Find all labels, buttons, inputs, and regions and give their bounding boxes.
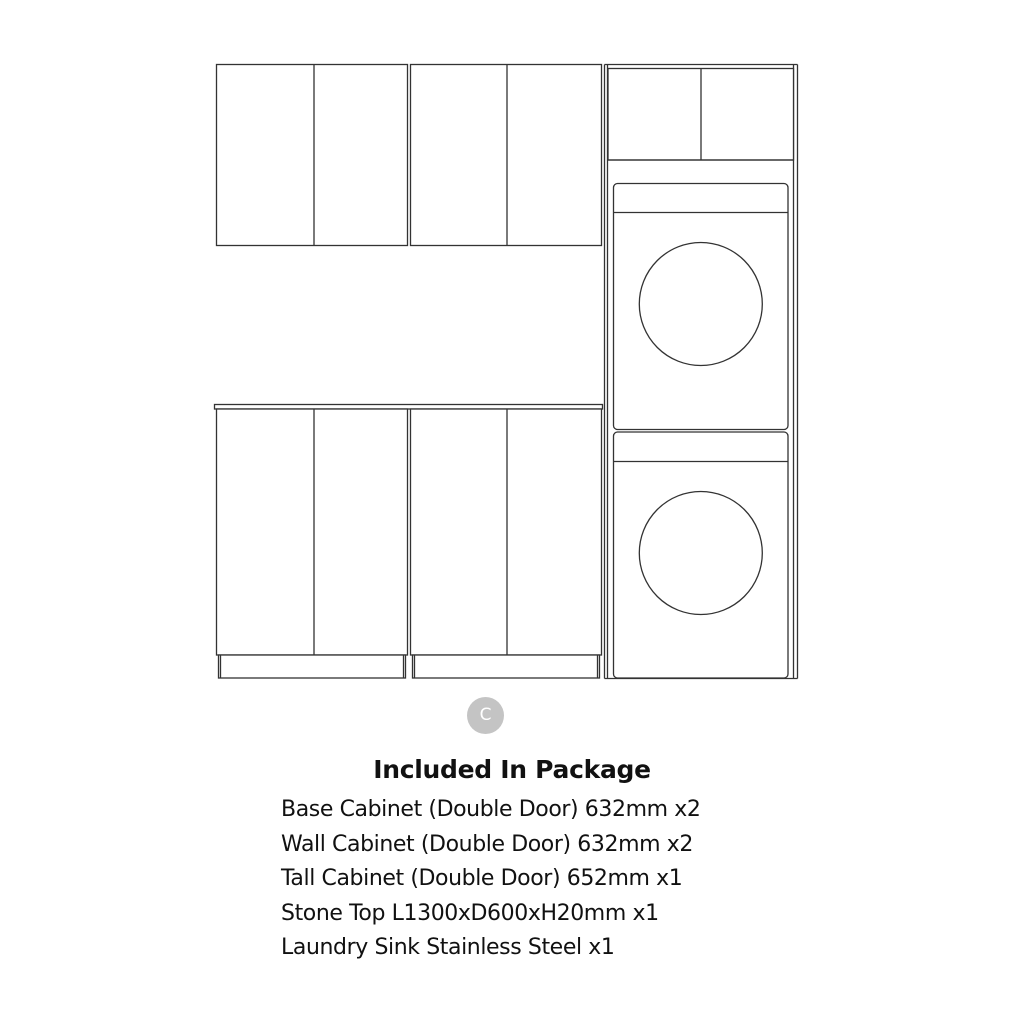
package-item: Laundry Sink Stainless Steel x1 [281,935,615,960]
dryer-icon [614,184,789,430]
package-item: Tall Cabinet (Double Door) 652mm x1 [281,866,683,891]
package-item: Base Cabinet (Double Door) 632mm x2 [281,797,701,822]
package-item: Stone Top L1300xD600xH20mm x1 [281,900,659,926]
base-cabinet-right [411,409,602,678]
wall-cabinet-left [217,65,408,246]
package-items-list [281,793,700,966]
variant-badge: C [467,697,504,734]
package-title: Included In Package [373,755,651,784]
wall-cabinet-right [411,65,602,246]
washing-machine-icon [614,432,789,678]
base-cabinet-left [217,409,408,678]
package-item: Wall Cabinet (Double Door) 632mm x2 [281,831,693,857]
